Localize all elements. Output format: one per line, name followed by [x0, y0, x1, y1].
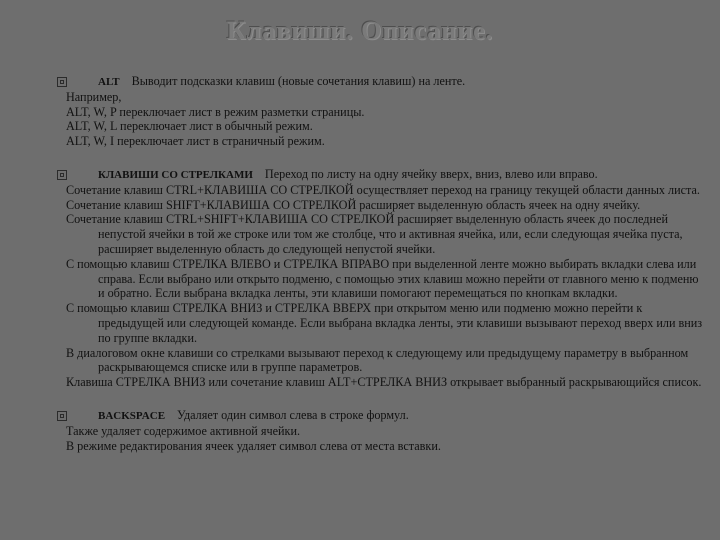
- section-heading: [66, 74, 706, 90]
- text-line: В режиме редактирования ячеек удаляет символ слева от места вставки.: [66, 438, 441, 453]
- text-line: Сочетание клавиш CTRL+SHIFT+КЛАВИША СО СТРЕЛКОЙ расширяет выделенную область ячеек до последней непустой ячейки в той же строке или том же столбце, что и активная ячейка, или, если следующая ячейка пуста, расширяет выделенную область до следующей непустой ячейки.: [66, 212, 683, 256]
- key-name: КЛАВИШИ СО СТРЕЛКАМИ: [98, 168, 253, 181]
- section-alt: [66, 74, 706, 149]
- slide-title: Клавиши. Описание.: [226, 16, 494, 45]
- text-line: Также удаляет содержимое активной ячейки.: [66, 423, 301, 438]
- text-line: С помощью клавиш СТРЕЛКА ВЛЕВО и СТРЕЛКА ВПРАВО при выделенной ленте можно выбирать вкладки слева или справа. Если выбрано или открыто подменю, с помощью этих клавиш можно перейти от главного меню к подменю и обратно. Если выбрана вкладка ленты, эти клавиши помогают перемещаться по кнопкам вкладки.: [66, 256, 699, 301]
- text-line: Сочетание клавиш SHIFT+КЛАВИША СО СТРЕЛКОЙ расширяет выделенную область ячеек на одну ячейку.: [66, 197, 641, 212]
- bullet-icon: [57, 411, 67, 421]
- text-line: ALT, W, P переключает лист в режим разметки страницы.: [66, 104, 365, 119]
- bullet-icon: [57, 77, 67, 87]
- slide-content: [66, 74, 706, 471]
- key-description: Переход по листу на одну ячейку вверх, вниз, влево или вправо.: [264, 166, 598, 181]
- section-heading: [66, 167, 706, 183]
- text-line: Клавиша СТРЕЛКА ВНИЗ или сочетание клавиш ALT+СТРЕЛКА ВНИЗ открывает выбранный раскрывающийся список.: [66, 375, 702, 390]
- key-description: Выводит подсказки клавиш (новые сочетания клавиш) на ленте.: [131, 74, 466, 88]
- text-line: С помощью клавиш СТРЕЛКА ВНИЗ и СТРЕЛКА ВВЕРХ при открытом меню или подменю можно перейти к предыдущей или следующей команде. Если выбрана вкладка ленты, эти клавиши вызывают переход вверх или вниз по группе вкладки.: [66, 301, 703, 345]
- section-heading: [66, 408, 706, 424]
- key-description: Удаляет один символ слева в строке формул.: [177, 407, 409, 422]
- bullet-icon: [57, 170, 67, 180]
- key-name: ALT: [98, 76, 120, 88]
- text-line: Сочетание клавиш CTRL+КЛАВИША СО СТРЕЛКОЙ осуществляет переход на границу текущей области данных листа.: [66, 182, 700, 197]
- text-line: ALT, W, I переключает лист в страничный режим.: [66, 134, 325, 149]
- section-backspace: [66, 408, 706, 453]
- key-name: BACKSPACE: [98, 409, 166, 422]
- text-line: Например,: [66, 89, 122, 104]
- section-arrow-keys: [66, 167, 706, 390]
- text-line: ALT, W, L переключает лист в обычный режим.: [66, 119, 313, 134]
- text-line: В диалоговом окне клавиши со стрелками вызывают переход к следующему или предыдущему параметру в выбранном раскрывающемся списке или в группе параметров.: [66, 345, 689, 375]
